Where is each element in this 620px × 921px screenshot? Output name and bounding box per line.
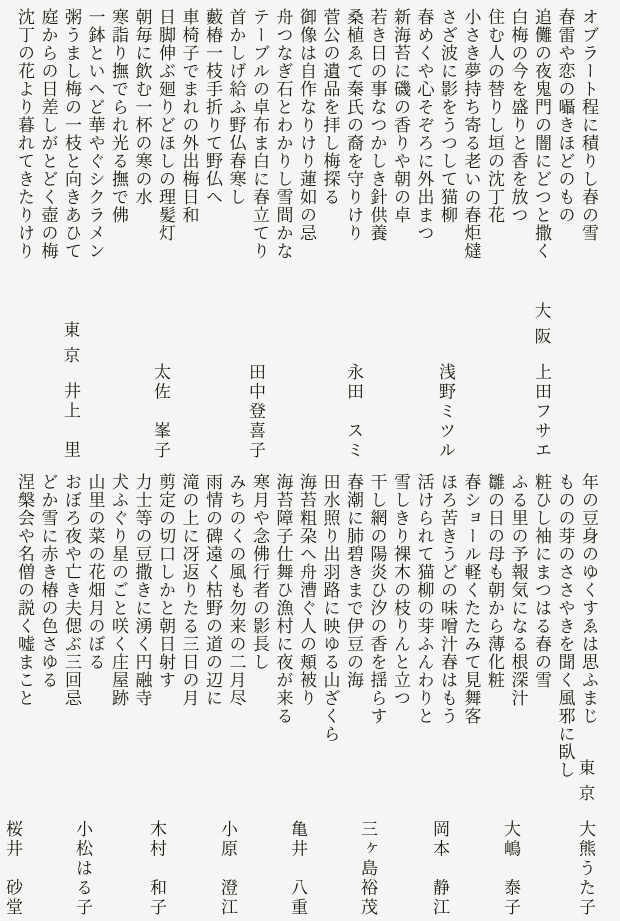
poet-name: 大嶋 泰子 (501, 819, 520, 917)
poet-name-column (60, 321, 82, 460)
poet-name: 永田 スミ (344, 362, 363, 460)
poet-name: 木村 和子 (147, 819, 166, 917)
haiku-column: 白梅の今を盛りと香を放つ (508, 8, 528, 224)
poet-name-column (531, 302, 553, 461)
haiku-column: 一鉢といへど華やぐシクラメン (85, 8, 105, 260)
haiku-column: 朝毎に飲む一杯の寒の水 (132, 8, 152, 206)
poet-name: 小松はる子 (73, 819, 92, 917)
poet-name-column (146, 810, 168, 918)
haiku-column: 海苔粗朶へ舟漕ぐ人の頬被り (297, 473, 316, 707)
poet-name-column (435, 353, 457, 461)
haiku-column: 小さき夢持ち寄る老いの春炬燵 (461, 8, 481, 260)
haiku-column: 春ショール軽くたたみて見舞客 (461, 473, 481, 725)
haiku-column: 春めくや心そぞろに外出まつ (414, 8, 434, 242)
haiku-column: 舟つなぎ石とわかりし雪間かな (273, 8, 293, 260)
haiku-column: 桑植ゑて秦氏の裔を守りけり (344, 8, 363, 242)
haiku-column: どか雪に赤き椿の色さゆる (38, 473, 58, 689)
haiku-column: 粥うまし梅の一枝と向きあひて (62, 8, 81, 260)
haiku-column: 干し網の陽炎ひ汐の香を揺らす (367, 473, 387, 725)
haiku-column: 若き日の事なつかしき針供養 (367, 8, 387, 242)
haiku-column: 日脚伸ぶ廻りどほしの理髪灯 (156, 8, 175, 242)
haiku-column: 粧ひし袖にまつはる春の雪 (532, 473, 551, 689)
poet-name-column (500, 810, 522, 918)
haiku-column: 雪しきり裸木の枝りんと立つ (391, 473, 410, 707)
haiku-column: テーブルの卓布ま白に春立てり (250, 8, 269, 260)
poet-name: 浅野ミツル (436, 362, 455, 460)
haiku-column: 雨情の碑遠く枯野の道の辺に (203, 473, 222, 707)
poet-name-column (72, 810, 94, 918)
haiku-column: 犬ふぐり星のごと咲く庄屋跡 (109, 473, 128, 707)
haiku-column: さざ波に影をうつして猫柳 (438, 8, 457, 224)
poet-name: 桜井 砂堂 (3, 819, 22, 917)
haiku-column: ものの芽のささやきを聞く風邪に臥し (555, 473, 575, 779)
haiku-column: 首かしげ給ふ野仏春寒し (226, 8, 246, 206)
poet-name: 田中登喜子 (246, 362, 265, 460)
haiku-column: 藪椿一枝手折りて野仏へ (203, 8, 222, 206)
haiku-column: 年の豆身のゆくすゑは思ふまじ (579, 473, 598, 725)
haiku-column: 新海苔に磯の香りや朝の卓 (391, 8, 410, 224)
poet-name: 岡本 静江 (430, 819, 449, 917)
poet-name-column (150, 353, 172, 461)
haiku-column: みちのくの風も勿来の二月尽 (226, 473, 246, 707)
haiku-column: 活けられて猫柳の芽ふんわりと (414, 473, 434, 725)
poem-columns-top (13, 0, 620, 465)
poet-name-column (575, 759, 597, 918)
haiku-column: 滝の上に冴返りたる三日の月 (179, 473, 199, 707)
poet-name: 小原 澄江 (218, 819, 237, 917)
haiku-column: 菅公の遺品を拝し梅探る (320, 8, 340, 206)
haiku-column: 沈丁の花より暮れてきたりけり (15, 8, 34, 260)
haiku-column: 庭からの日差しがとどく壺の梅 (38, 8, 58, 260)
haiku-column: 春雷や恋の囁きほどのもの (555, 8, 575, 224)
poet-name-column (245, 353, 267, 461)
haiku-column: ふる里の予報気になる根深汁 (508, 473, 528, 707)
haiku-column: 御像は自作なりけり蓮如の忌 (297, 8, 316, 242)
haiku-column: 春潮に肺碧きまで伊豆の海 (344, 473, 363, 689)
poet-name: 大熊うた子 (576, 819, 595, 917)
poet-name-column (2, 810, 24, 918)
haiku-column: ほろ苦きうどの味噌汁春はもう (438, 473, 457, 725)
haiku-column: 車椅子でまれの外出梅日和 (179, 8, 199, 224)
poet-name-column (343, 353, 365, 461)
haiku-column: オブラート程に積りし春の雪 (579, 8, 598, 242)
haiku-column: 海苔障子仕舞ひ漁村に夜が来る (273, 473, 293, 725)
haiku-column: 住む人の替りし垣の沈丁花 (485, 8, 504, 224)
haiku-column: 力士等の豆撒きに湧く円融寺 (132, 473, 152, 707)
poet-name-column (287, 810, 309, 918)
poet-name: 太佐 峯子 (151, 362, 170, 460)
poet-name-column (357, 810, 379, 918)
haiku-column: 剪定の切口しかと朝日射す (156, 473, 175, 689)
haiku-column: 涅槃会や名僧の説く嘘まこと (15, 473, 34, 707)
poet-location: 大阪 (532, 301, 551, 353)
haiku-column: 寒詣り撫でられ光る撫で佛 (109, 8, 128, 224)
haiku-section-bottom (0, 465, 620, 921)
haiku-column: おぼろ夜や亡き夫偲ぶ三回忌 (62, 473, 81, 707)
poet-location: 東京 (61, 321, 80, 372)
haiku-column: 寒月や念佛行者の影長し (250, 473, 269, 671)
haiku-column: 山里の菜の花畑月のぼる (85, 473, 105, 671)
haiku-column: 雛の日の母も朝から薄化粧 (485, 473, 504, 689)
poet-name-column (429, 810, 451, 918)
poet-name: 三ヶ島裕茂 (358, 819, 377, 917)
poet-name-column (217, 810, 239, 918)
haiku-column: 追儺の夜鬼門の闇にどつと撒く (532, 8, 551, 260)
poet-location: 東京 (576, 758, 595, 810)
haiku-column: 田水照り出羽路に映ゆる山ざくら (320, 473, 340, 743)
poem-columns-bottom (13, 465, 620, 921)
poet-name: 上田フサエ (532, 362, 551, 460)
poet-name: 井上 里 (61, 382, 80, 460)
poet-name: 亀井 八重 (288, 819, 307, 917)
